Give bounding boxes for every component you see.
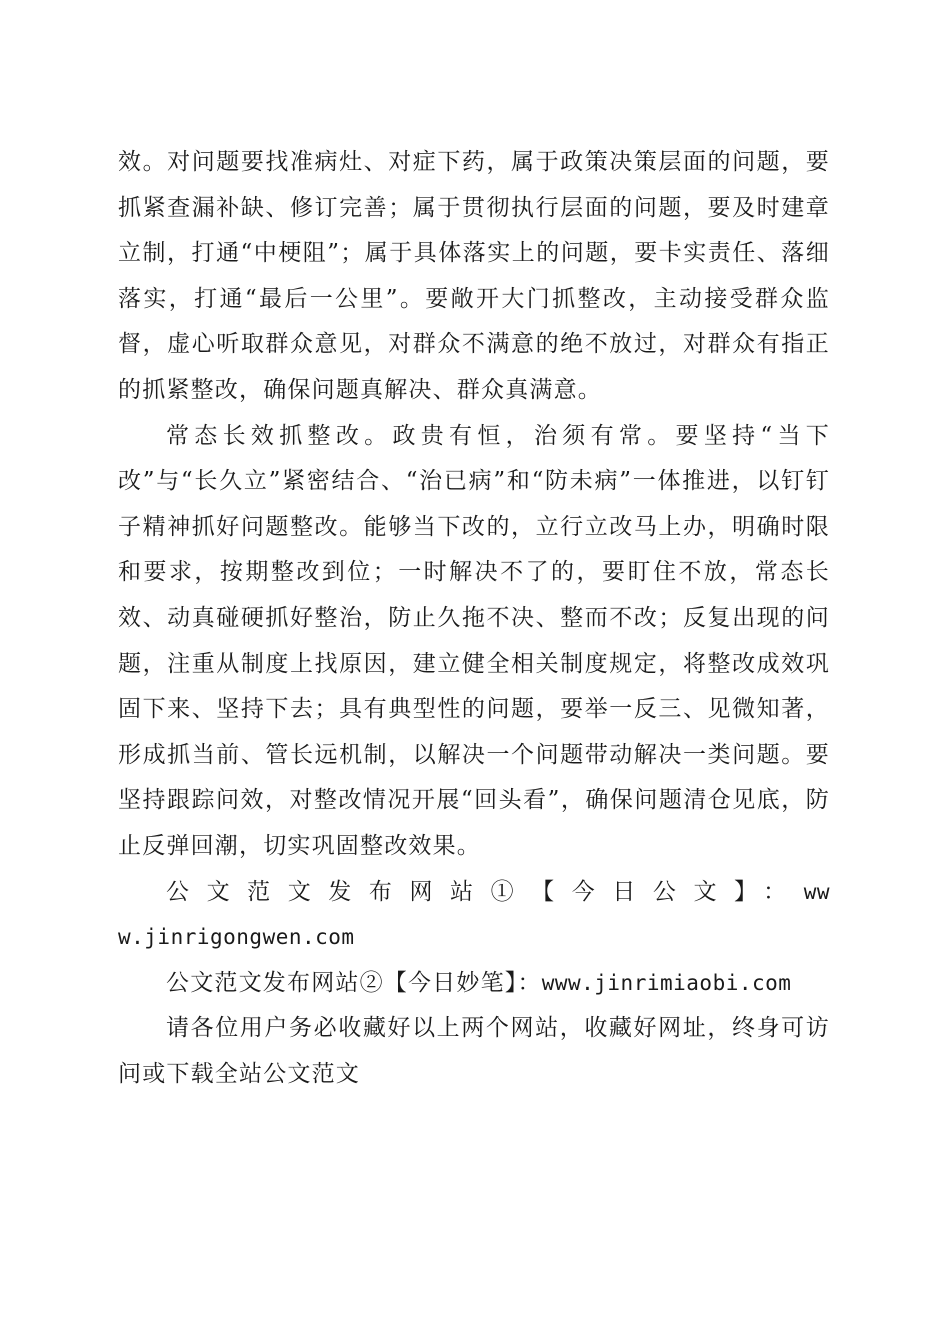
document-page (118, 140, 830, 1097)
website-1-url[interactable]: www.jinrigongwen.com (118, 879, 830, 950)
paragraph-long-term-rectification: 常态长效抓整改。政贵有恒，治须有常。要坚持“当下改”与“长久立”紧密结合、“治已病”和“防未病”一体推进，以钉钉子精神抓好问题整改。能够当下改的，立行立改马上办，明确时限和要求，按期整改到位；一时解决不了的，要盯住不放，常态长效、动真碰硬抓好整治，防止久拖不决、整而不改；反复出现的问题，注重从制度上找原因，建立健全相关制度规定，将整改成效巩固下来、坚持下去；具有典型性的问题，要举一反三、见微知著，形成抓当前、管长远机制，以解决一个问题带动解决一类问题。要坚持跟踪问效，对整改情况开展“回头看”，确保问题清仓见底，防止反弹回潮，切实巩固整改效果。 (118, 422, 830, 859)
paragraph-continuation: 效。对问题要找准病灶、对症下药，属于政策决策层面的问题，要抓紧查漏补缺、修订完善；属于贯彻执行层面的问题，要及时建章立制，打通“中梗阻”；属于具体落实上的问题，要卡实责任、落细落实，打通“最后一公里”。要敞开大门抓整改，主动接受群众监督，虚心听取群众意见，对群众不满意的绝不放过，对群众有指正的抓紧整改，确保问题真解决、群众真满意。 (118, 149, 830, 403)
website-1-label: 公文范文发布网站①【今日公文】： (166, 878, 804, 905)
website-2-label: 公文范文发布网站②【今日妙笔】： (166, 969, 542, 996)
website-2-url[interactable]: www.jinrimiaobi.com (541, 970, 792, 995)
bookmark-notice: 请各位用户务必收藏好以上两个网站，收藏好网址，终身可访问或下载全站公文范文 (118, 1015, 830, 1087)
website-1-line (118, 870, 830, 961)
website-2-line (118, 961, 830, 1007)
